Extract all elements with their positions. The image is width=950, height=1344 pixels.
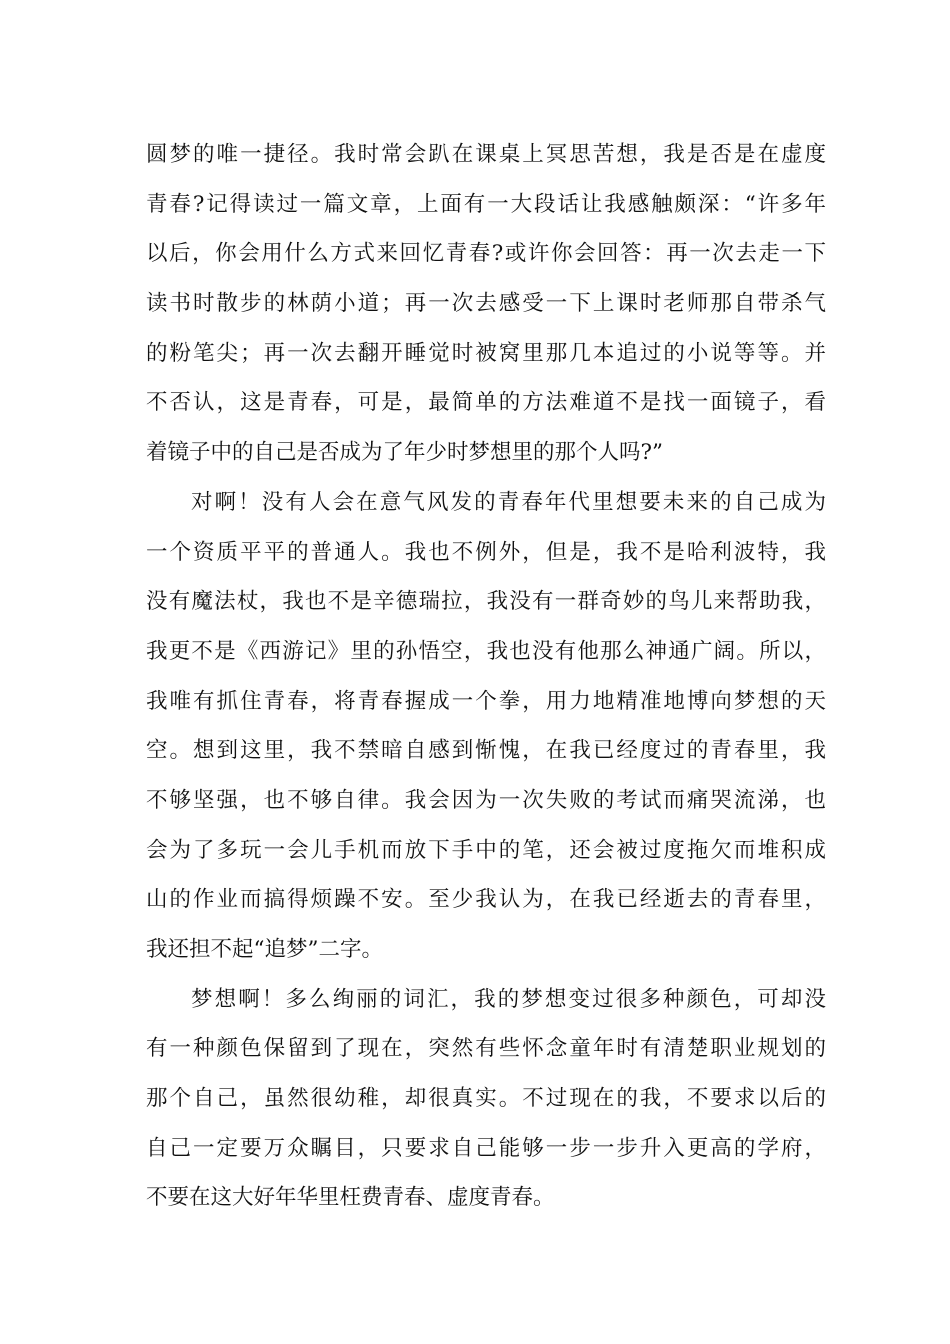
text-line: 没有魔法杖，我也不是辛德瑞拉，我没有一群奇妙的鸟儿来帮助我， xyxy=(146,589,826,615)
text-line: 会为了多玩一会儿手机而放下手中的笔，还会被过度拖欠而堆积成 xyxy=(146,837,826,863)
text-line: 那个自己，虽然很幼稚，却很真实。不过现在的我，不要求以后的 xyxy=(146,1086,826,1112)
text-line: 不否认，这是青春，可是，最简单的方法难道不是找一面镜子，看 xyxy=(146,390,826,416)
text-line: 青春?记得读过一篇文章，上面有一大段话让我感触颇深：“许多年 xyxy=(146,191,826,217)
text-line: 着镜子中的自己是否成为了年少时梦想里的那个人吗?” xyxy=(146,440,664,466)
text-line: 以后，你会用什么方式来回忆青春?或许你会回答：再一次去走一下 xyxy=(146,241,826,267)
text-line: 空。想到这里，我不禁暗自感到惭愧，在我已经度过的青春里，我 xyxy=(146,738,826,764)
text-line: 我还担不起“追梦”二字。 xyxy=(146,937,383,962)
paragraph-first-line: 对啊！没有人会在意气风发的青春年代里想要未来的自己成为 xyxy=(191,489,826,515)
text-line: 圆梦的唯一捷径。我时常会趴在课桌上冥思苦想，我是否是在虚度 xyxy=(146,142,826,167)
text-line: 不够坚强，也不够自律。我会因为一次失败的考试而痛哭流涕，也 xyxy=(146,787,826,813)
text-line: 一个资质平平的普通人。我也不例外，但是，我不是哈利波特，我 xyxy=(146,539,826,565)
text-line: 有一种颜色保留到了现在，突然有些怀念童年时有清楚职业规划的 xyxy=(146,1036,826,1062)
text-line: 山的作业而搞得烦躁不安。至少我认为，在我已经逝去的青春里， xyxy=(146,887,826,913)
text-line: 的粉笔尖；再一次去翻开睡觉时被窝里那几本追过的小说等等。并 xyxy=(146,340,826,366)
text-line: 我唯有抓住青春，将青春握成一个拳，用力地精准地博向梦想的天 xyxy=(146,688,826,714)
text-line: 我更不是《西游记》里的孙悟空，我也没有他那么神通广阔。所以， xyxy=(146,638,826,664)
body-text xyxy=(146,130,826,1223)
paragraph-first-line: 梦想啊！多么绚丽的词汇，我的梦想变过很多种颜色，可却没 xyxy=(191,986,826,1012)
text-line: 不要在这大好年华里枉费青春、虚度青春。 xyxy=(146,1185,555,1211)
text-line: 读书时散步的林荫小道；再一次去感受一下上课时老师那自带杀气 xyxy=(146,291,826,317)
text-line: 自己一定要万众瞩目，只要求自己能够一步一步升入更高的学府， xyxy=(146,1135,826,1161)
